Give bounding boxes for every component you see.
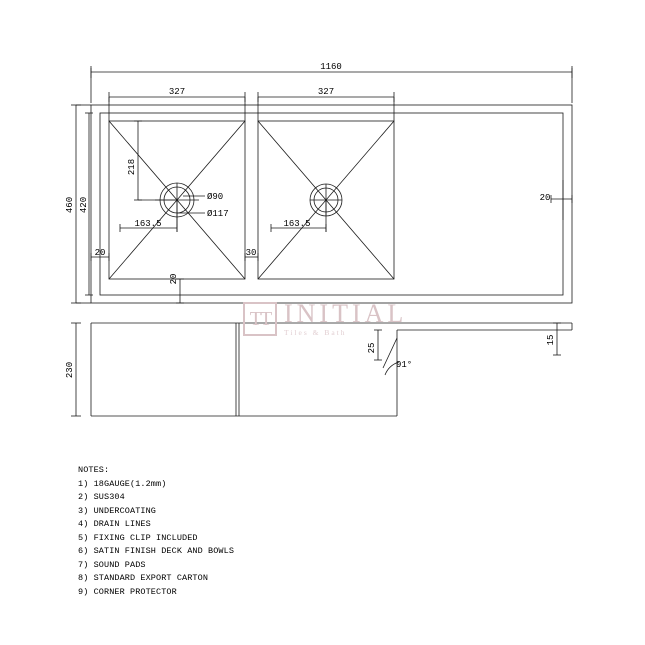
note-item: 2) SUS304 bbox=[78, 492, 125, 502]
dim-label-drain-inner-dia: Ø90 bbox=[207, 192, 224, 202]
dim-label-bowl-center-vertical: 218 bbox=[127, 158, 137, 176]
dim-label-bowl2-width: 327 bbox=[317, 87, 335, 97]
note-item: 1) 18GAUGE(1.2mm) bbox=[78, 478, 167, 489]
dim-label-total-height: 230 bbox=[65, 361, 75, 379]
plan-outer-outline bbox=[91, 105, 572, 303]
dim-label-angle: 91° bbox=[396, 360, 413, 370]
note-item: 4) DRAIN LINES bbox=[78, 519, 151, 529]
dim-label-edge-right: 20 bbox=[539, 193, 551, 203]
dim-label-overall-width: 1160 bbox=[320, 62, 342, 72]
notes-block bbox=[78, 464, 234, 599]
dim-label-bowl1-width: 327 bbox=[168, 87, 186, 97]
note-item: 5) FIXING CLIP INCLUDED bbox=[78, 532, 198, 543]
dim-label-drain-outer-dia: Ø117 bbox=[207, 209, 229, 219]
note-item: 8) STANDARD EXPORT CARTON bbox=[78, 573, 209, 583]
dim-label-bowl-depth: 25 bbox=[367, 342, 377, 354]
dim-label-overall-depth: 460 bbox=[65, 196, 75, 214]
note-item: 6) SATIN FINISH DECK AND BOWLS bbox=[78, 546, 235, 556]
note-item: 7) SOUND PADS bbox=[78, 559, 146, 570]
note-item: 9) CORNER PROTECTOR bbox=[78, 586, 177, 597]
dim-label-divider-gap: 30 bbox=[245, 248, 257, 258]
dim-label-inner-depth: 420 bbox=[79, 196, 89, 214]
dim-label-edge-left: 20 bbox=[94, 248, 106, 258]
note-item: 3) UNDERCOATING bbox=[78, 505, 157, 516]
watermark-brand-name: INITIAL bbox=[284, 298, 408, 328]
notes-heading: NOTES: bbox=[78, 465, 110, 475]
dim-label-edge-bottom: 20 bbox=[169, 273, 179, 285]
watermark-logo-icon: TT bbox=[243, 302, 277, 336]
watermark-tagline: Tiles & Bath bbox=[284, 327, 347, 337]
dim-label-bowl1-center-h: 163.5 bbox=[134, 219, 162, 229]
dim-label-bowl2-center-h: 163.5 bbox=[283, 219, 311, 229]
plan-inner-outline bbox=[100, 113, 563, 295]
dim-label-drainer-lip: 15 bbox=[546, 334, 556, 346]
